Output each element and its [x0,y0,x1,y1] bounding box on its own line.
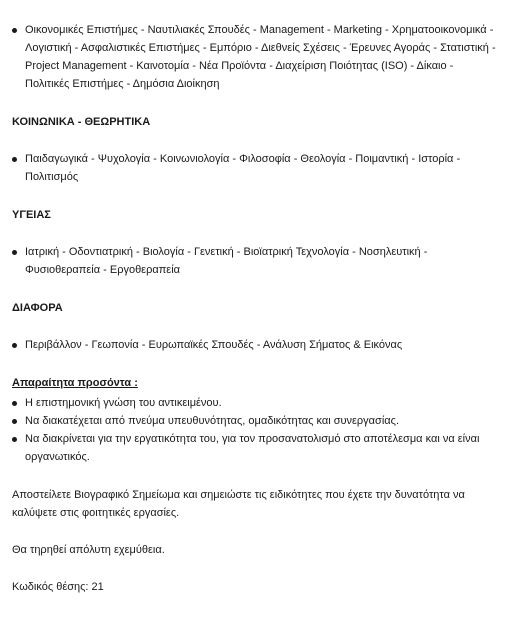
section-heading-requirements: Απαραίτητα προσόντα : [12,377,138,389]
section-heading-health: ΥΓΕΙΑΣ [12,209,51,221]
list-item: Παιδαγωγικά - Ψυχολογία - Κοινωνιολογία - Φιλοσοφία - Θεολογία - Ποιμαντική - Ιστορία - Πολιτισμός [12,150,497,186]
health-list [12,243,497,279]
list-item: Οικονομικές Επιστήμες - Ναυτιλιακές Σπουδές - Management - Marketing - Χρηματοοικονομικά - Λογιστική - Ασφαλιστικές Επιστήμες - Εμπόριο - Διεθνείς Σχέσεις - Έρευνες Αγοράς - Στατιστική - Project Management - Καινοτομία - Νέα Προϊόντα - Διαχείριση Ποιότητας (ISO) - Δίκαιο - Πολιτικές Επιστήμες - Δημόσια Διοίκηση [12,21,497,93]
misc-list [12,336,497,354]
social-list [12,150,497,186]
position-code: Κωδικός θέσης: 21 [12,581,104,593]
list-item: Να διακρίνεται για την εργατικότητα του, για τον προσανατολισμό στο αποτέλεσμα και να είναι οργανωτικός. [12,430,497,466]
list-item: Η επιστημονική γνώση του αντικειμένου. [12,394,497,412]
requirements-list [12,394,497,466]
section-heading-misc: ΔΙΑΦΟΡΑ [12,302,63,314]
cv-instructions: Αποστείλετε Βιογραφικό Σημείωμα και σημειώστε τις ειδικότητες που έχετε την δυνατότητα να καλύψετε στις φοιτητικές εργασίες. [12,489,465,519]
section-heading-social: ΚΟΙΝΩΝΙΚΑ - ΘΕΩΡΗΤΙΚΑ [12,116,151,128]
list-item: Περιβάλλον - Γεωπονία - Ευρωπαϊκές Σπουδές - Ανάλυση Σήματος & Εικόνας [12,336,497,354]
list-item: Να διακατέχεται από πνεύμα υπευθυνότητας, ομαδικότητας και συνεργασίας. [12,412,497,430]
list-item: Ιατρική - Οδοντιατρική - Βιολογία - Γενετική - Βιοϊατρική Τεχνολογία - Νοσηλευτική - Φυσιοθεραπεία - Εργοθεραπεία [12,243,497,279]
economics-list [12,21,497,93]
confidentiality-note: Θα τηρηθεί απόλυτη εχεμύθεια. [12,544,165,556]
